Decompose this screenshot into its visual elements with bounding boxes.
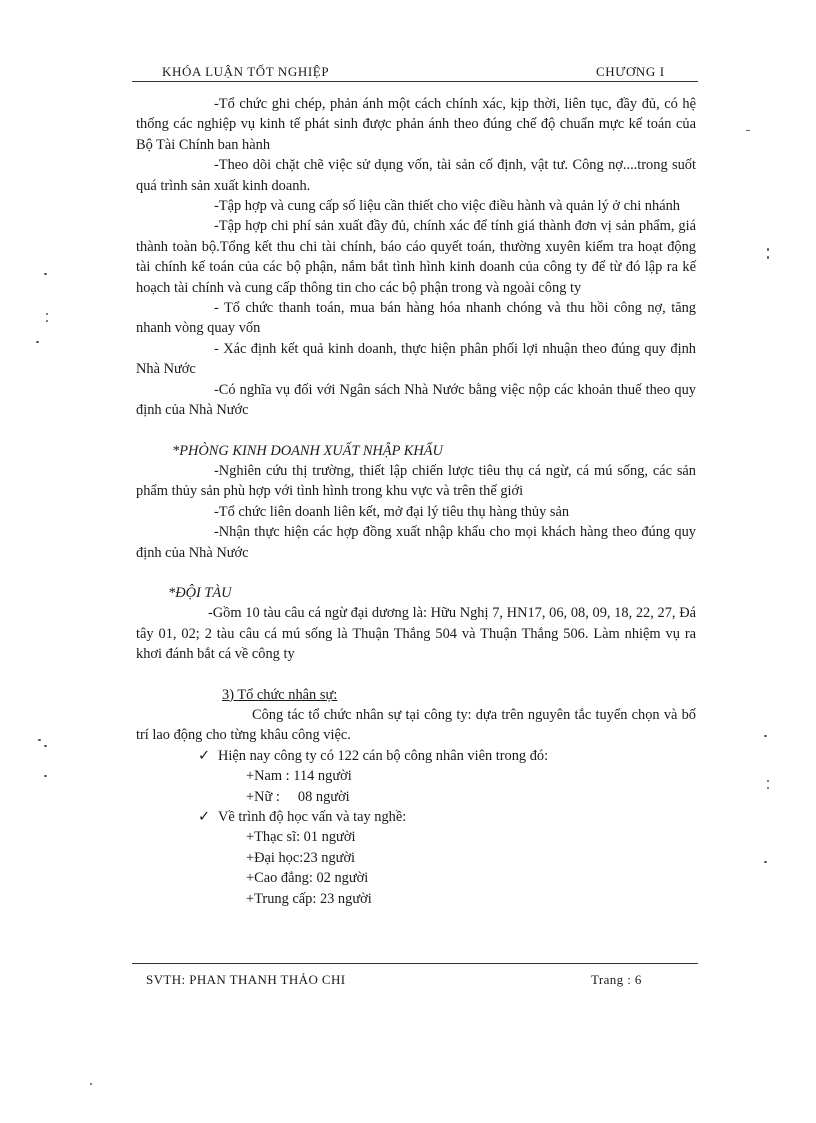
paragraph: -Tập hợp chi phí sản xuất đầy đủ, chính xác để tính giá thành đơn vị sản phẩm, giá thành toàn bộ.Tổng kết thu chi tài chính, báo cáo quyết toán, thường xuyên kiểm tra hoạt động tài chính kế toán của các bộ phận, nắm bắt tình hình kinh doanh của công ty để từ đó lập ra kế hoạch tài chính và cung cấp thông tin cho các bộ phận trong và ngoài công ty (136, 218, 696, 296)
paragraph: -Tổ chức liên doanh liên kết, mở đại lý tiêu thụ hàng thủy sản (214, 503, 570, 520)
scan-speck (46, 320, 48, 322)
footer-rule (132, 963, 698, 964)
paragraph: -Gồm 10 tàu câu cá ngừ đại dương là: Hữu Nghị 7, HN17, 06, 08, 09, 18, 22, 27, Đá tây 01, 02; 2 tàu câu cá mú sống là Thuận Thắng 504 và Thuận Thắng 506. Làm nhiệm vụ ra khơi đánh bắt cá về công ty (136, 605, 696, 663)
scan-speck (767, 248, 769, 251)
scan-speck (90, 1083, 92, 1085)
scan-speck (44, 775, 47, 777)
checkmark-icon: ✓ (198, 747, 211, 764)
paragraph: Công tác tổ chức nhân sự tại công ty: dựa trên nguyên tắc tuyển chọn và bố trí lao động cho từng khâu công việc. (136, 706, 696, 744)
list-item: +Thạc sĩ: 01 người (246, 829, 356, 846)
body-text (136, 94, 696, 909)
list-item: +Nam : 114 người (246, 768, 352, 785)
scan-speck (764, 861, 767, 863)
scan-speck (767, 780, 769, 782)
page-number: Trang : 6 (591, 972, 642, 987)
checklist-item: ✓ Về trình độ học vấn và tay nghề: (198, 807, 696, 827)
scan-speck (44, 273, 47, 275)
checklist-item: ✓ Hiện nay công ty có 122 cán bộ công nhân viên trong đó: (198, 746, 696, 766)
paragraph: - Xác định kết quả kinh doanh, thực hiện phân phối lợi nhuận theo đúng quy định Nhà Nước (136, 340, 696, 378)
list-item: +Cao đẳng: 02 người (246, 870, 369, 887)
list-item: +Nữ : 08 người (246, 788, 350, 805)
scan-speck (767, 787, 769, 789)
list-item: +Đại học:23 người (246, 849, 356, 866)
paragraph: -Nghiên cứu thị trường, thiết lập chiến lược tiêu thụ cá ngừ, cá mú sống, các sản phẩm thủy sản phù hợp với tình hình trong khu vực và trên thế giới (136, 462, 696, 500)
scan-speck (44, 745, 47, 747)
scan-speck (746, 130, 750, 131)
section-heading-nhan-su: 3) Tổ chức nhân sự: (222, 686, 338, 703)
footer-author: SVTH: PHAN THANH THẢO CHI (146, 972, 346, 987)
scan-speck (46, 313, 48, 315)
section-heading-doi-tau: *ĐỘI TÀU (168, 584, 232, 601)
paragraph: -Tổ chức ghi chép, phản ánh một cách chính xác, kịp thời, liên tục, đầy đủ, có hệ thống các nghiệp vụ kinh tế phát sinh được phản ánh theo đúng chế độ chuẩn mực kế toán của Bộ Tài Chính ban hành (136, 96, 696, 153)
paragraph: -Theo dõi chặt chẽ việc sử dụng vốn, tài sản cố định, vật tư. Công nợ....trong suốt quá trình sản xuất kinh doanh. (136, 157, 696, 194)
scan-speck (36, 341, 39, 343)
scan-speck (767, 256, 769, 259)
header-chapter: CHƯƠNG I (596, 64, 665, 79)
paragraph: -Nhận thực hiện các hợp đồng xuất nhập khẩu cho mọi khách hàng theo đúng quy định của Nhà Nước (136, 524, 696, 561)
checkmark-icon: ✓ (198, 809, 211, 825)
header-rule (132, 81, 698, 82)
list-item: +Trung cấp: 23 người (246, 890, 372, 907)
paragraph: - Tổ chức thanh toán, mua bán hàng hóa nhanh chóng và thu hồi công nợ, tăng nhanh vòng quay vốn (136, 300, 696, 337)
paragraph: -Tập hợp và cung cấp số liệu cần thiết cho việc điều hành và quản lý ở chi nhánh (214, 198, 680, 215)
header-title: KHÓA LUẬN TỐT NGHIỆP (162, 64, 330, 79)
paragraph: -Có nghĩa vụ đối với Ngân sách Nhà Nước bằng việc nộp các khoản thuế theo quy định của Nhà Nước (136, 381, 696, 419)
section-heading-kinh-doanh: *PHÒNG KINH DOANH XUẤT NHẬP KHẨU (172, 442, 443, 459)
scan-speck (764, 735, 767, 737)
scan-speck (38, 739, 41, 741)
